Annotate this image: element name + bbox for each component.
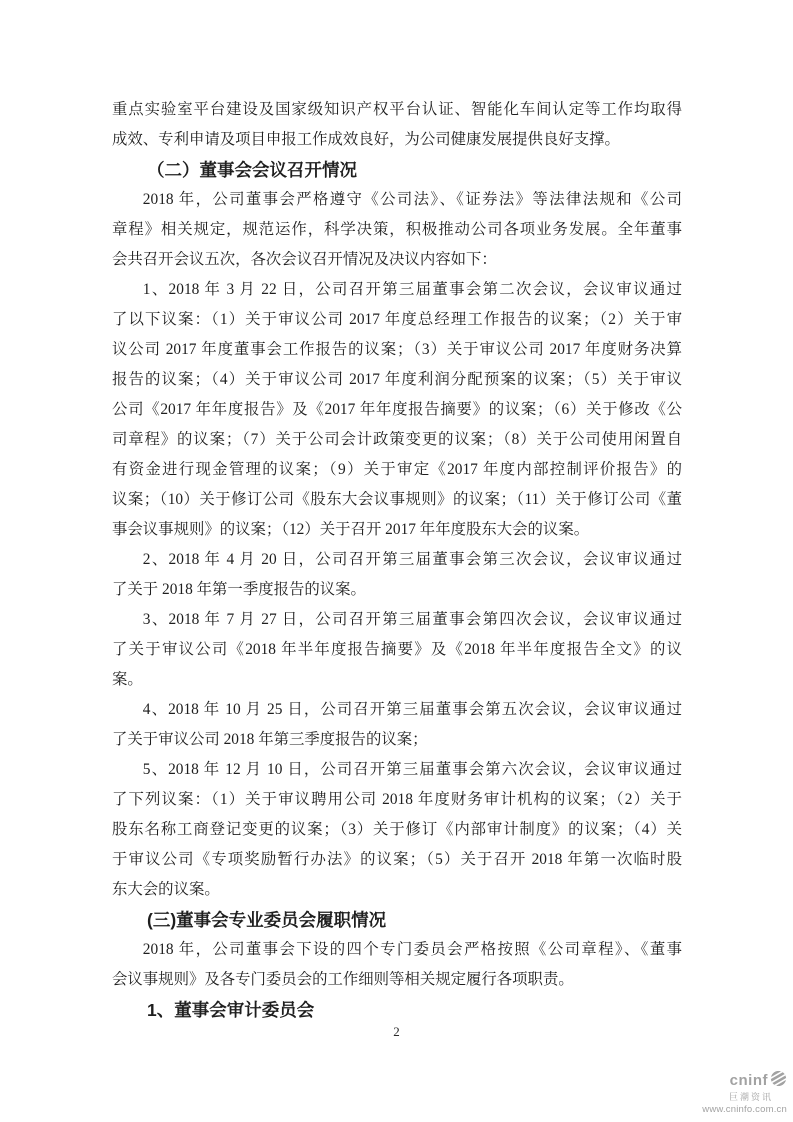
heading-line: (三)董事会专业委员会履职情况 — [147, 910, 387, 930]
text-line: 了关于审议公司 2018 年第三季度报告的议案； — [112, 731, 428, 748]
text-line: 司章程》的议案；（7）关于公司会计政策变更的议案；（8）关于公司使用闲置自 — [112, 431, 682, 448]
text-line: 成效、专利申请及项目申报工作成效良好，为公司健康发展提供良好支撑。 — [112, 131, 620, 148]
text-line: 了关于 2018 年第一季度报告的议案。 — [112, 581, 366, 598]
heading-line: （二）董事会会议召开情况 — [147, 160, 357, 180]
text-line: 了下列议案：（1）关于审议聘用公司 2018 年度财务审计机构的议案；（2）关于 — [112, 791, 682, 808]
text-line: 于审议公司《专项奖励暂行办法》的议案；（5）关于召开 2018 年第一次临时股 — [112, 851, 682, 868]
text-line: 东大会的议案。 — [112, 881, 220, 898]
text-line: 股东名称工商登记变更的议案；（3）关于修订《内部审计制度》的议案；（4）关 — [112, 821, 682, 838]
cninfo-url: www.cninfo.com.cn — [702, 1104, 787, 1115]
text-line: 议案；（10）关于修订公司《股东大会议事规则》的议案；（11）关于修订公司《董 — [112, 491, 682, 508]
document-lines — [112, 95, 682, 1025]
text-line: 会共召开会议五次，各次会议召开情况及决议内容如下： — [112, 251, 497, 268]
cninfo-brand-text: cninf — [729, 1072, 768, 1089]
page-number: 2 — [393, 1024, 400, 1039]
heading-line: 1、董事会审计委员会 — [147, 1000, 315, 1020]
text-line: 了关于审议公司《2018 年半年度报告摘要》及《2018 年半年度报告全文》的议 — [112, 641, 682, 658]
cninfo-swirl-icon — [770, 1070, 787, 1091]
cninfo-brand-row — [702, 1070, 787, 1091]
text-line: 报告的议案；（4）关于审议公司 2017 年度利润分配预案的议案；（5）关于审议 — [112, 371, 682, 388]
text-line: 5、2018 年 12 月 10 日，公司召开第三届董事会第六次会议，会议审议通过 — [142, 761, 682, 778]
cninfo-watermark — [702, 1070, 787, 1115]
text-line: 2018 年，公司董事会严格遵守《公司法》、《证券法》等法律法规和《公司 — [142, 191, 682, 208]
text-line: 案。 — [112, 671, 143, 688]
text-line: 1、2018 年 3 月 22 日，公司召开第三届董事会第二次会议，会议审议通过 — [142, 281, 682, 298]
text-line: 2018 年，公司董事会下设的四个专门委员会严格按照《公司章程》、《董事 — [142, 941, 682, 958]
text-line: 3、2018 年 7 月 27 日，公司召开第三届董事会第四次会议，会议审议通过 — [142, 611, 682, 628]
text-line: 2、2018 年 4 月 20 日，公司召开第三届董事会第三次会议，会议审议通过 — [142, 551, 682, 568]
text-line: 有资金进行现金管理的议案；（9）关于审定《2017 年度内部控制评价报告》的 — [112, 461, 682, 478]
text-line: 议公司 2017 年度董事会工作报告的议案；（3）关于审议公司 2017 年度财务决算 — [112, 341, 682, 358]
cninfo-cn-name: 巨潮资讯 — [728, 1092, 773, 1102]
text-line: 会议事规则》及各专门委员会的工作细则等相关规定履行各项职责。 — [112, 971, 574, 988]
text-line: 章程》相关规定，规范运作，科学决策，积极推动公司各项业务发展。全年董事 — [112, 221, 682, 238]
text-line: 4、2018 年 10 月 25 日，公司召开第三届董事会第五次会议，会议审议通过 — [142, 701, 682, 718]
text-line: 公司《2017 年年度报告》及《2017 年年度报告摘要》的议案；（6）关于修改《公 — [112, 401, 682, 418]
text-line: 事会议事规则》的议案；（12）关于召开 2017 年年度股东大会的议案。 — [112, 521, 590, 538]
text-line: 重点实验室平台建设及国家级知识产权平台认证、智能化车间认定等工作均取得 — [112, 101, 682, 118]
text-line: 了以下议案：（1）关于审议公司 2017 年度总经理工作报告的议案；（2）关于审 — [112, 311, 682, 328]
